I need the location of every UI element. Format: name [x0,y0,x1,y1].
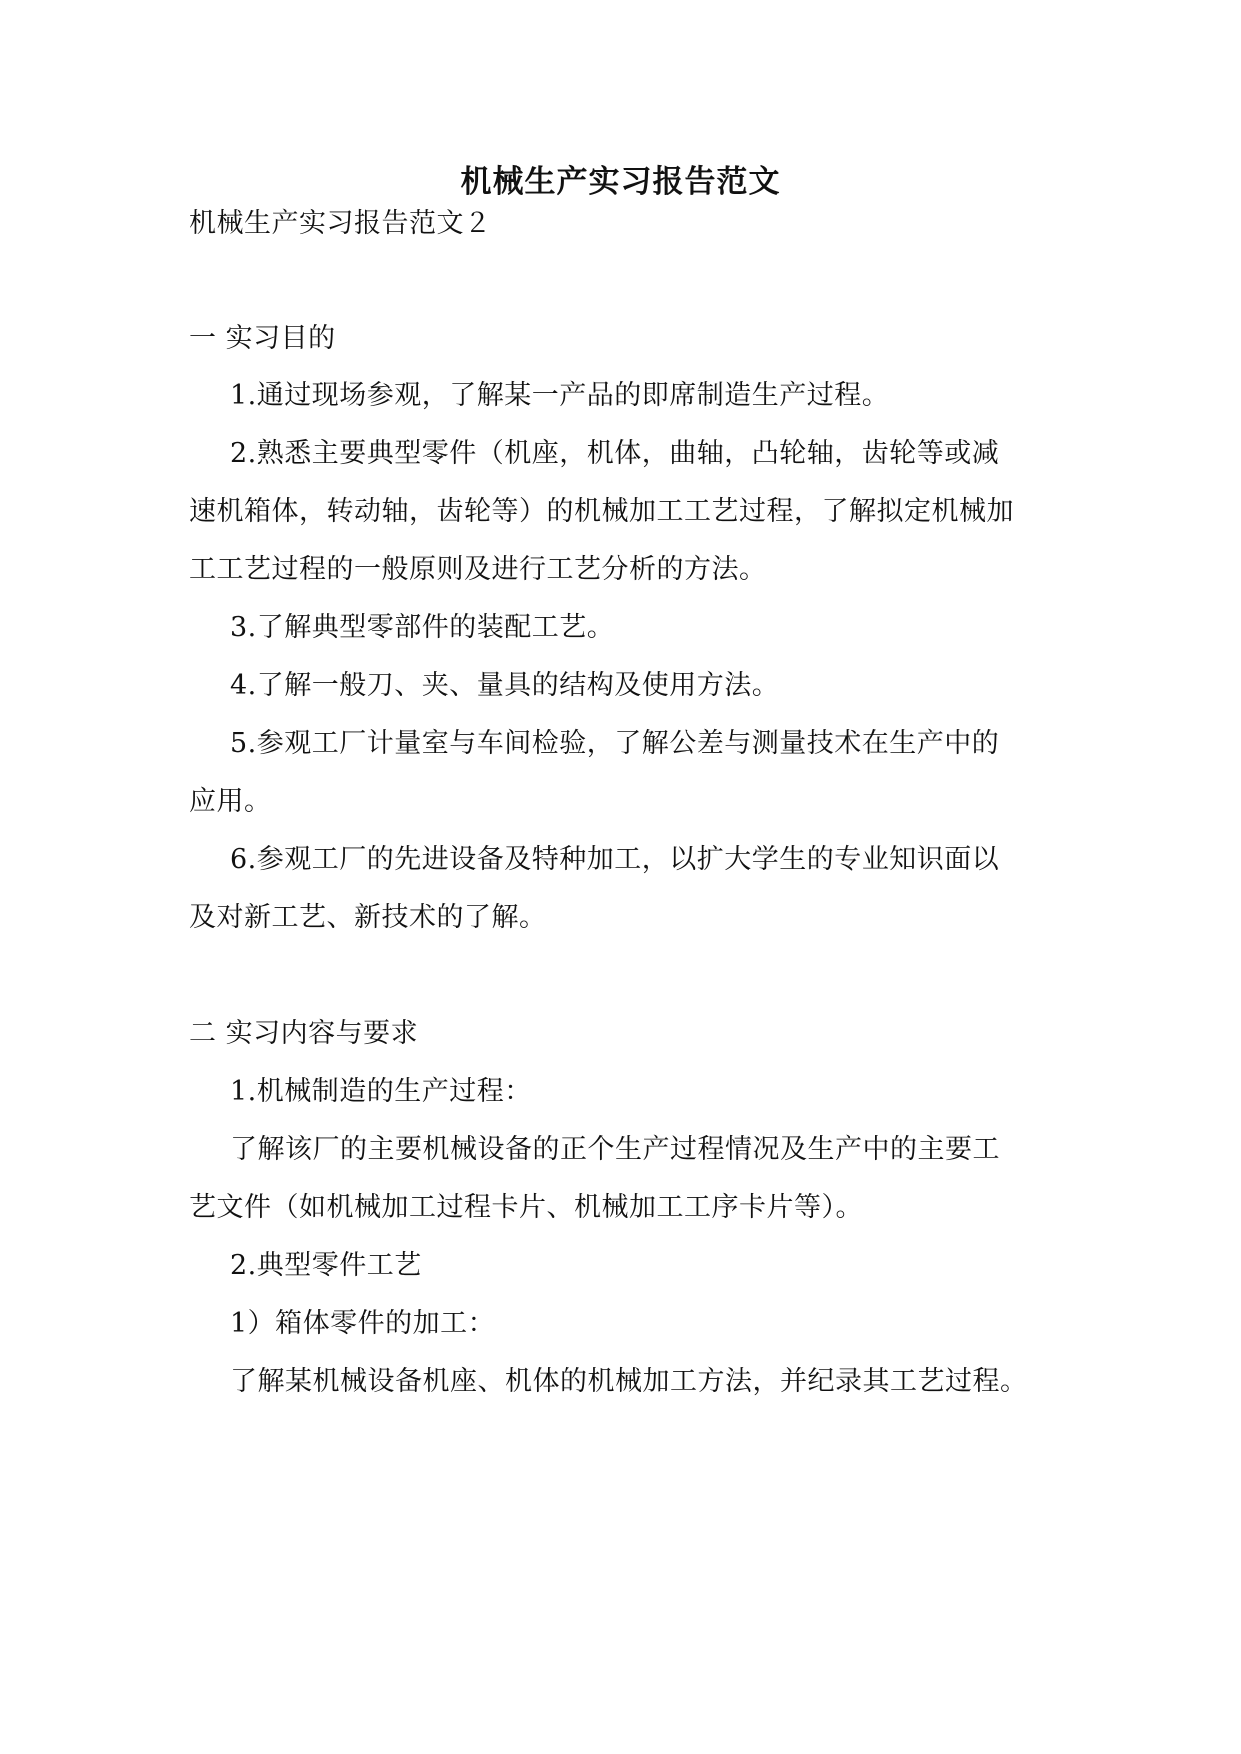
paragraph-line: 艺文件（如机械加工过程卡片、机械加工工序卡片等）。 [189,1192,863,1223]
paragraph-line: 2.熟悉主要典型零件（机座，机体，曲轴，凸轮轴，齿轮等或减 [230,438,1000,469]
paragraph-line: 了解该厂的主要机械设备的正个生产过程情况及生产中的主要工 [230,1134,1000,1165]
paragraph-line: 5.参观工厂计量室与车间检验，了解公差与测量技术在生产中的 [230,728,1000,759]
paragraph-line: 了解某机械设备机座、机体的机械加工方法，并纪录其工艺过程。 [230,1366,1028,1397]
paragraph-line: 1）箱体零件的加工： [230,1308,496,1339]
paragraph-line: 1.机械制造的生产过程： [230,1076,532,1107]
paragraph-line: 6.参观工厂的先进设备及特种加工，以扩大学生的专业知识面以 [230,844,1000,875]
document-title: 机械生产实习报告范文 [460,164,781,200]
paragraph-line: 速机箱体，转动轴，齿轮等）的机械加工工艺过程，了解拟定机械加 [189,496,1014,527]
paragraph-line: 1.通过现场参观，了解某一产品的即席制造生产过程。 [230,380,890,411]
paragraph-line: 2.典型零件工艺 [230,1250,422,1281]
section-heading-purpose: 一 实习目的 [189,323,336,354]
paragraph-line: 及对新工艺、新技术的了解。 [189,902,547,933]
document-subtitle: 机械生产实习报告范文２ [189,208,492,239]
section-heading-content: 二 实习内容与要求 [189,1018,419,1049]
paragraph-line: 4.了解一般刀、夹、量具的结构及使用方法。 [230,670,780,701]
paragraph-line: 应用。 [189,786,272,817]
paragraph-line: 3.了解典型零部件的装配工艺。 [230,612,615,643]
paragraph-line: 工工艺过程的一般原则及进行工艺分析的方法。 [189,554,767,585]
